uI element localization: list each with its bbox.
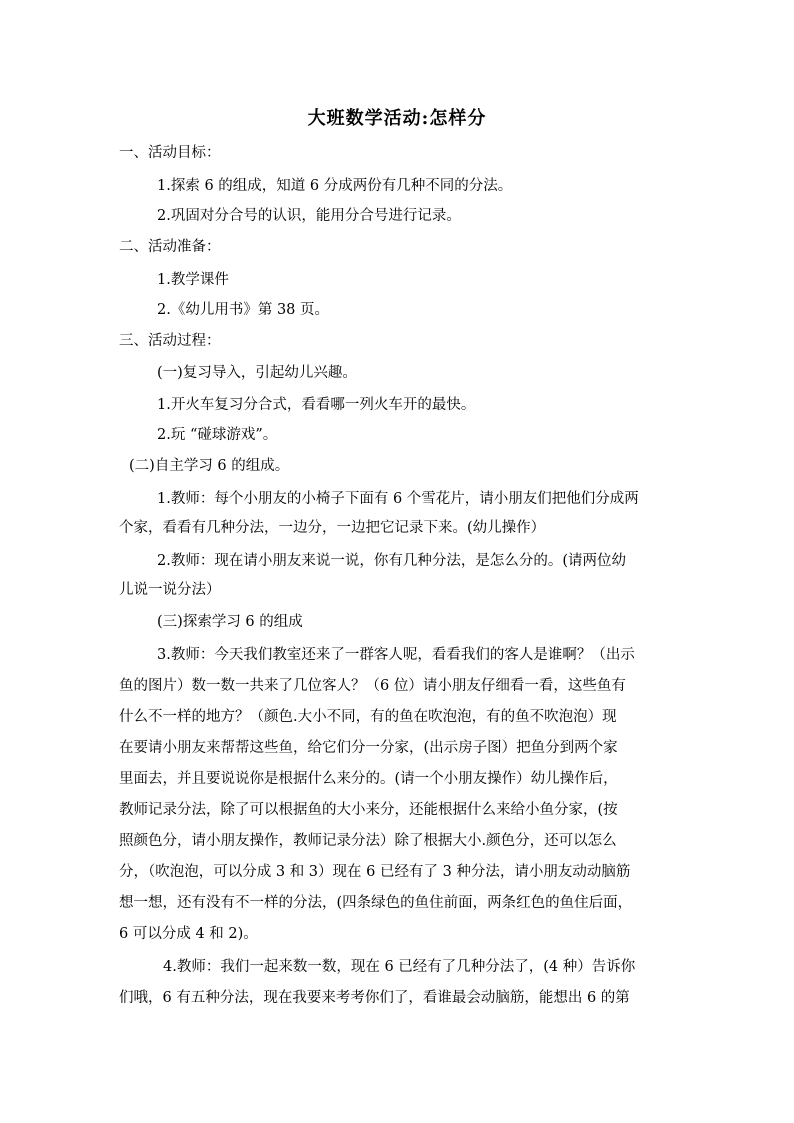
paragraph-line: 在要请小朋友来帮帮这些鱼，给它们分一分家，(出示房子图）把鱼分到两个家 [119,740,618,756]
paragraph-line: 3.教师：今天我们教室还来了一群客人呢，看看我们的客人是谁啊？（出示 [157,647,635,663]
paragraph-line: 6 可以分成 4 和 2)。 [119,926,258,942]
paragraph-line: 们哦，6 有五种分法，现在我要来考考你们了，看谁最会动脑筋，能想出 6 的第 [119,990,630,1006]
paragraph-line: 1.开火车复习分合式，看看哪一列火车开的最快。 [157,397,476,413]
paragraph-line: 1.教学课件 [157,272,229,288]
paragraph-line: 2.玩 “碰球游戏”。 [157,427,278,443]
paragraph-line: 1.教师：每个小朋友的小椅子下面有 6 个雪花片，请小朋友们把他们分成两 [157,491,639,507]
paragraph-line: 鱼的图片）数一数一共来了几位客人？（6 位）请小朋友仔细看一看，这些鱼有 [119,678,626,694]
paragraph-line: 儿说一说分法） [119,582,221,598]
subsection-heading: (二)自主学习 6 的组成。 [129,458,290,474]
paragraph-line: 1.探索 6 的组成，知道 6 分成两份有几种不同的分法。 [157,178,513,194]
paragraph-line: 分，（吹泡泡，可以分成 3 和 3）现在 6 已经有了 3 种分法，请小朋友动动脑筋 [119,864,631,880]
page-title: 大班数学活动:怎样分 [307,108,487,129]
paragraph-line: 个家，看看有几种分法，一边分，一边把它记录下来。(幼儿操作） [119,520,546,536]
paragraph-line: 里面去，并且要说说你是根据什么来分的。(请一个小朋友操作）幼儿操作后， [119,771,618,787]
section-heading-process: 三、活动过程： [119,333,221,349]
subsection-heading: (三)探索学习 6 的组成 [157,614,303,630]
paragraph-line: 2.教师：现在请小朋友来说一说，你有几种分法，是怎么分的。(请两位幼 [157,553,626,569]
section-heading-preparation: 二、活动准备： [119,239,221,255]
paragraph-line: 什么不一样的地方？（颜色.大小不同，有的鱼在吹泡泡，有的鱼不吹泡泡）现 [119,709,617,725]
paragraph-line: 2.《幼儿用书》第 38 页。 [157,302,330,318]
subsection-heading: (一)复习导入，引起幼儿兴趣。 [157,365,357,381]
paragraph-line: 教师记录分法，除了可以根据鱼的大小来分，还能根据什么来给小鱼分家，(按 [119,802,618,818]
paragraph-line: 2.巩固对分合号的认识，能用分合号进行记录。 [157,208,461,224]
section-heading-goals: 一、活动目标： [119,145,221,161]
paragraph-line: 4.教师：我们一起来数一数，现在 6 已经有了几种分法了，(4 种）告诉你 [163,959,636,975]
paragraph-line: 照颜色分，请小朋友操作，教师记录分法）除了根据大小.颜色分，还可以怎么 [119,833,617,849]
paragraph-line: 想一想，还有没有不一样的分法，(四条绿色的鱼住前面，两条红色的鱼住后面， [119,895,633,911]
